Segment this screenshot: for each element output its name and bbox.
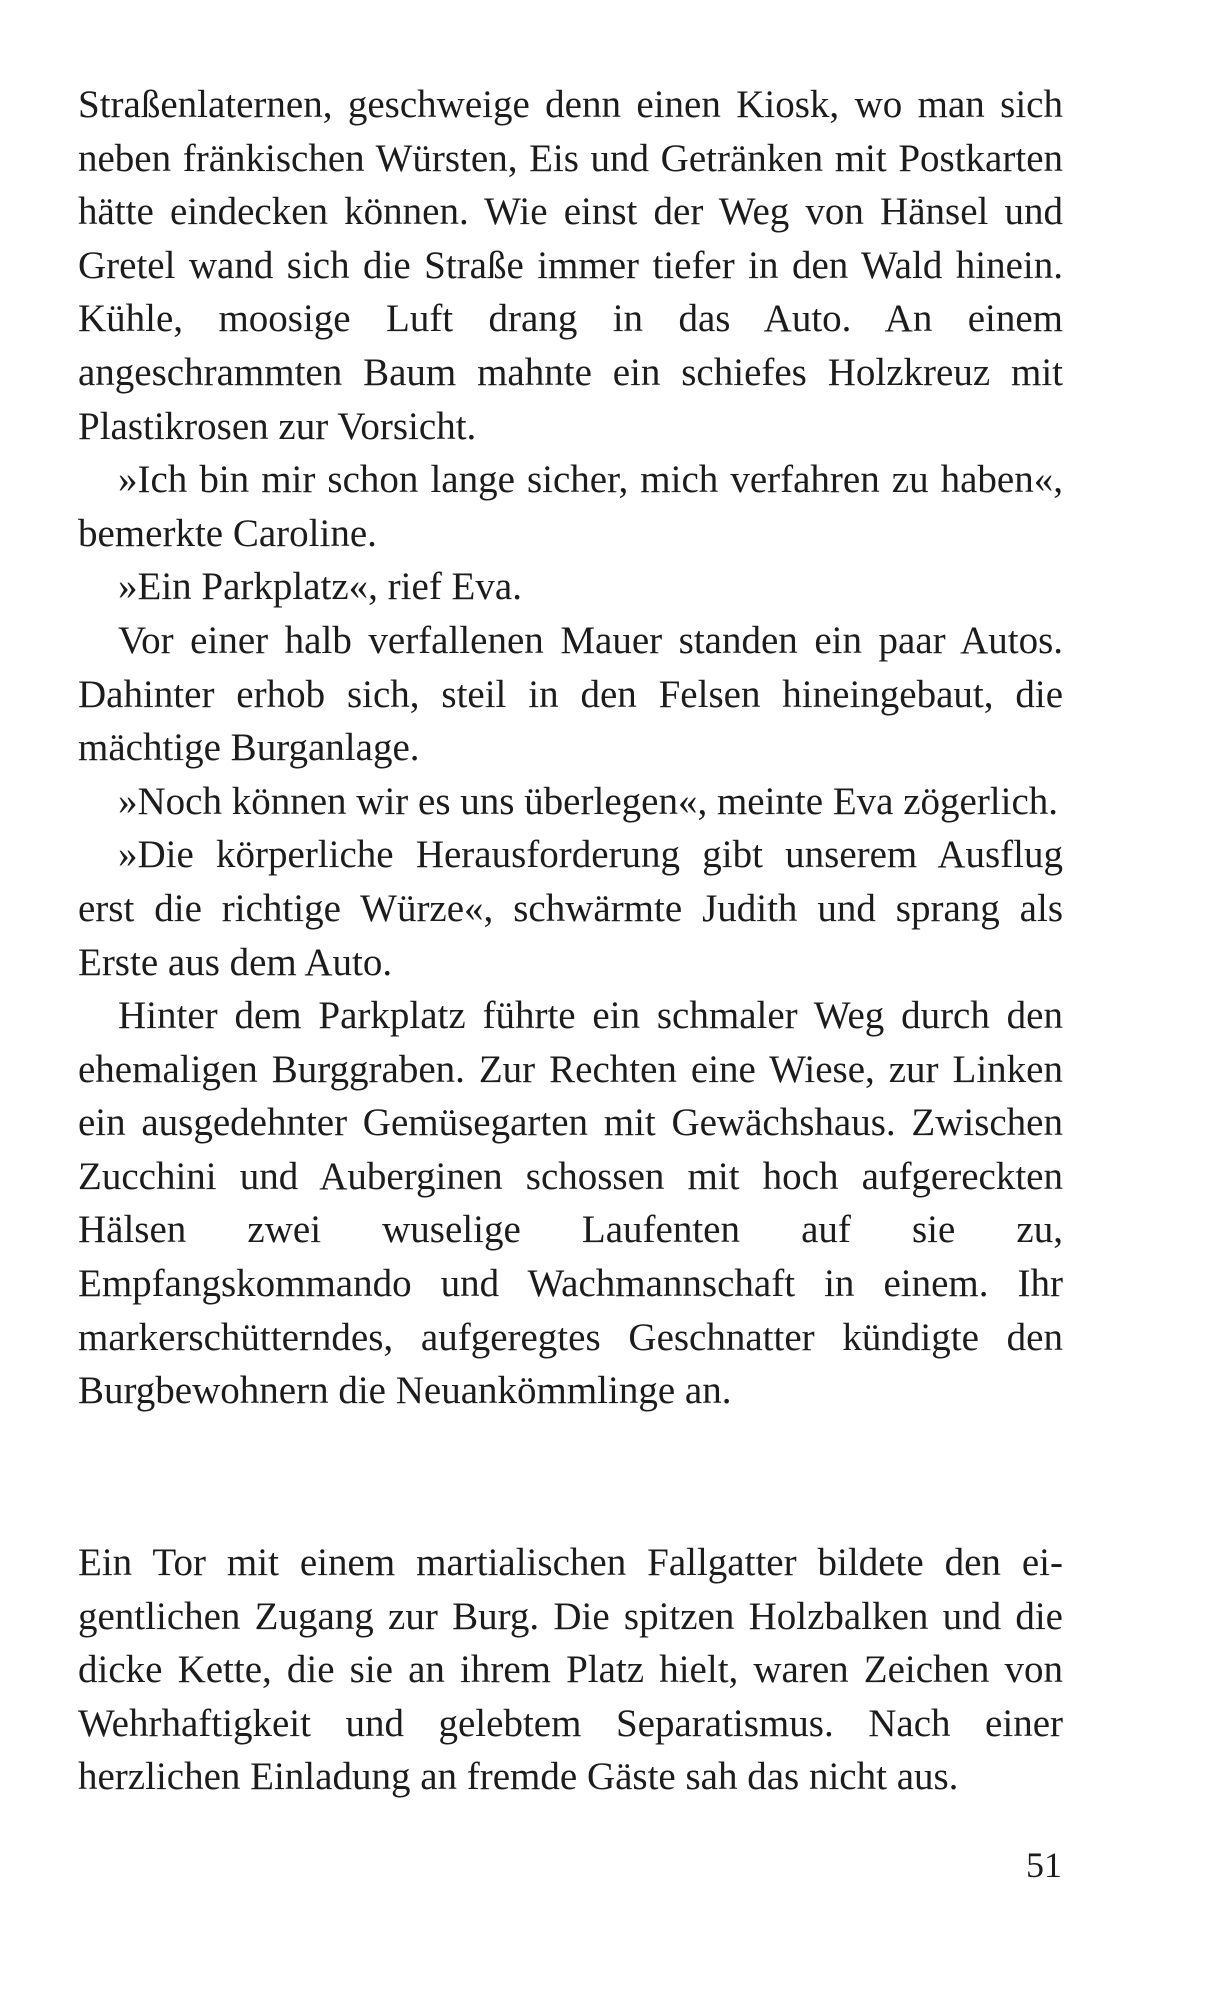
paragraph: »Ich bin mir schon lange sicher, mich verfahren zu haben«, bemerkte Caroline. — [78, 458, 1063, 555]
paragraph: Straßenlaternen, geschweige denn einen Kiosk, wo man sich neben fränkischen Würsten, Eis und Getränken mit Postkarten hätte eindecken können. Wie einst der Weg von Hänsel und Gretel wand sich die Straße immer tiefer in den Wald hinein. Kühle, moosige Luft drang in das Auto. An einem angeschrammten Baum mahnte ein schiefes Holzkreuz mit Plastikrosen zur Vorsicht. — [78, 83, 1063, 448]
paragraph: »Ein Parkplatz«, rief Eva. — [118, 565, 522, 609]
paragraph: Vor einer halb verfallenen Mauer standen ein paar Autos. Dahinter erhob sich, steil in den Felsen hineingebaut, die mächtige Burganlage. — [78, 618, 1063, 770]
text-section-2 — [78, 1536, 1063, 1804]
paragraph: »Noch können wir es uns überlegen«, meinte Eva zögerlich. — [118, 779, 1059, 823]
paragraph: Hinter dem Parkplatz führte ein schmaler Weg durch den ehemaligen Burggraben. Zur Rechten eine Wiese, zur Linken ein ausgedehnter Gemüsegarten mit Gewächshaus. Zwischen Zucchini und Auberginen schossen mit hoch aufgereckten Hälsen zwei wuselige Laufenten auf sie zu, Empfangskommando und Wachmannschaft in einem. Ihr markerschütterndes, aufgeregtes Geschnatter kündigte den Burgbewohnern die Neuankömmlinge an. — [78, 994, 1063, 1413]
text-section-1 — [78, 78, 1063, 1418]
paragraph: »Die körperliche Herausforderung gibt unserem Ausflug erst die richtige Würze«, schwärmte Judith und sprang als Erste aus dem Auto. — [78, 833, 1063, 984]
page-number: 51 — [1026, 1845, 1062, 1885]
paragraph: Ein Tor mit einem martialischen Fallgatter bildete den eigentlichen Zugang zur Burg. Die spitzen Holzbalken und die dicke Kette, die sie an ihrem Platz hielt, waren Zeichen von Wehrhaftigkeit und gelebtem Separatismus. Nach einer herzlichen Einladung an fremde Gäste sah das nicht aus. — [78, 1541, 1063, 1799]
